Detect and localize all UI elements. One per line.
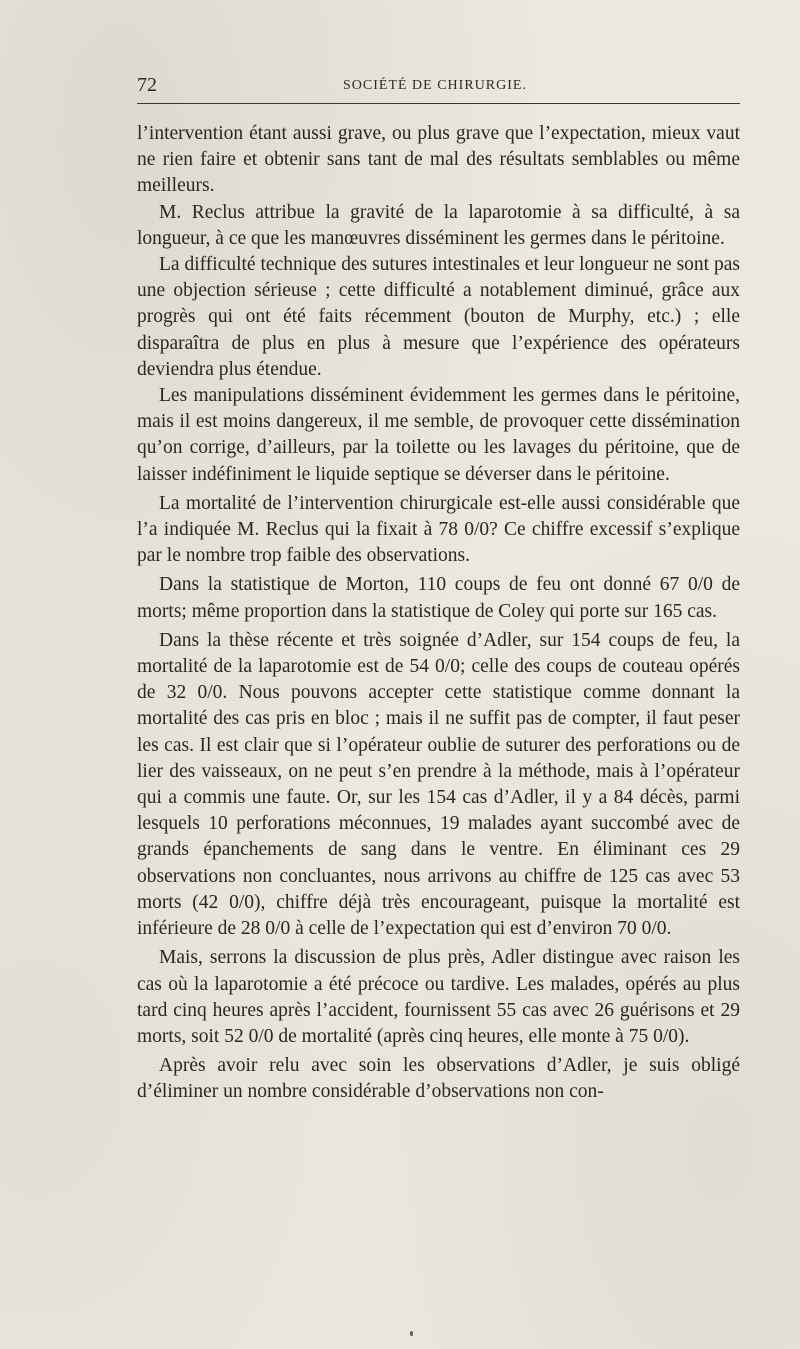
- paragraph: La difficulté technique des sutures intestinales et leur longueur ne sont pas une objection sérieuse ; cette difficulté a notablement diminué, grâce aux progrès qui ont été faits récemment (bouton de Murphy, etc.) ; elle disparaîtra de plus en plus à mesure que l’expérience des opérateurs deviendra plus étendue.: [137, 254, 740, 380]
- body-text: [137, 121, 740, 1106]
- paragraph: l’intervention étant aussi grave, ou plus grave que l’expectation, mieux vaut ne rien faire et obtenir sans tant de mal des résultats semblables ou même meilleurs.: [137, 123, 740, 197]
- running-title: SOCIÉTÉ DE CHIRURGIE.: [343, 78, 527, 93]
- page-number: 72: [137, 74, 157, 96]
- paragraph: M. Reclus attribue la gravité de la laparotomie à sa difficulté, à sa longueur, à ce que les manœuvres disséminent les germes dans le péritoine.: [137, 201, 740, 249]
- paragraph: Dans la thèse récente et très soignée d’Adler, sur 154 coups de feu, la mortalité de la laparotomie est de 54 0/0; celle des coups de couteau opérés de 32 0/0. Nous pouvons accepter cette statistique comme donnant la mortalité des cas pris en bloc ; mais il ne suffit pas de compter, il faut peser les cas. Il est clair que si l’opérateur oublie de suturer des perforations ou de lier des vaisseaux, on ne peut s’en prendre à la méthode, mais à l’opérateur qui a commis une faute. Or, sur les 154 cas d’Adler, il y a 84 décès, parmi lesquels 10 perforations méconnues, 19 malades ayant succombé avec de grands épanchements de sang dans le ventre. En éliminant ces 29 observations non concluantes, nous arrivons au chiffre de 125 cas avec 53 morts (42 0/0), chiffre déjà très encourageant, puisque la mortalité est inférieure de 28 0/0 à celle de l’expectation qui est d’environ 70 0/0.: [137, 629, 740, 940]
- ink-speck: [410, 1331, 413, 1336]
- paragraph: Les manipulations disséminent évidemment les germes dans le péritoine, mais il est moins dangereux, il me semble, de provoquer cette dissémination qu’on corrige, d’ailleurs, par la toilette ou les lavages du péritoine, que de laisser indéfiniment le liquide septique se déverser dans le péritoine.: [137, 385, 740, 485]
- paragraph: Dans la statistique de Morton, 110 coups de feu ont donné 67 0/0 de morts; même proportion dans la statistique de Coley qui porte sur 165 cas.: [137, 574, 740, 622]
- page-header: [137, 72, 740, 98]
- paragraph: La mortalité de l’intervention chirurgicale est-elle aussi considérable que l’a indiquée M. Reclus qui la fixait à 78 0/0? Ce chiffre excessif s’explique par le nombre trop faible des observations.: [137, 492, 740, 567]
- paragraph: Mais, serrons la discussion de plus près, Adler distingue avec raison les cas où la laparotomie a été précoce ou tardive. Les malades, opérés au plus tard cinq heures après l’accident, fournissent 55 cas avec 26 guérisons et 29 morts, soit 52 0/0 de mortalité (après cinq heures, elle monte à 75 0/0).: [137, 947, 740, 1047]
- header-rule: [137, 103, 740, 104]
- paragraph: Après avoir relu avec soin les observations d’Adler, je suis obligé d’éliminer un nombre considérable d’observations non con-: [137, 1055, 740, 1103]
